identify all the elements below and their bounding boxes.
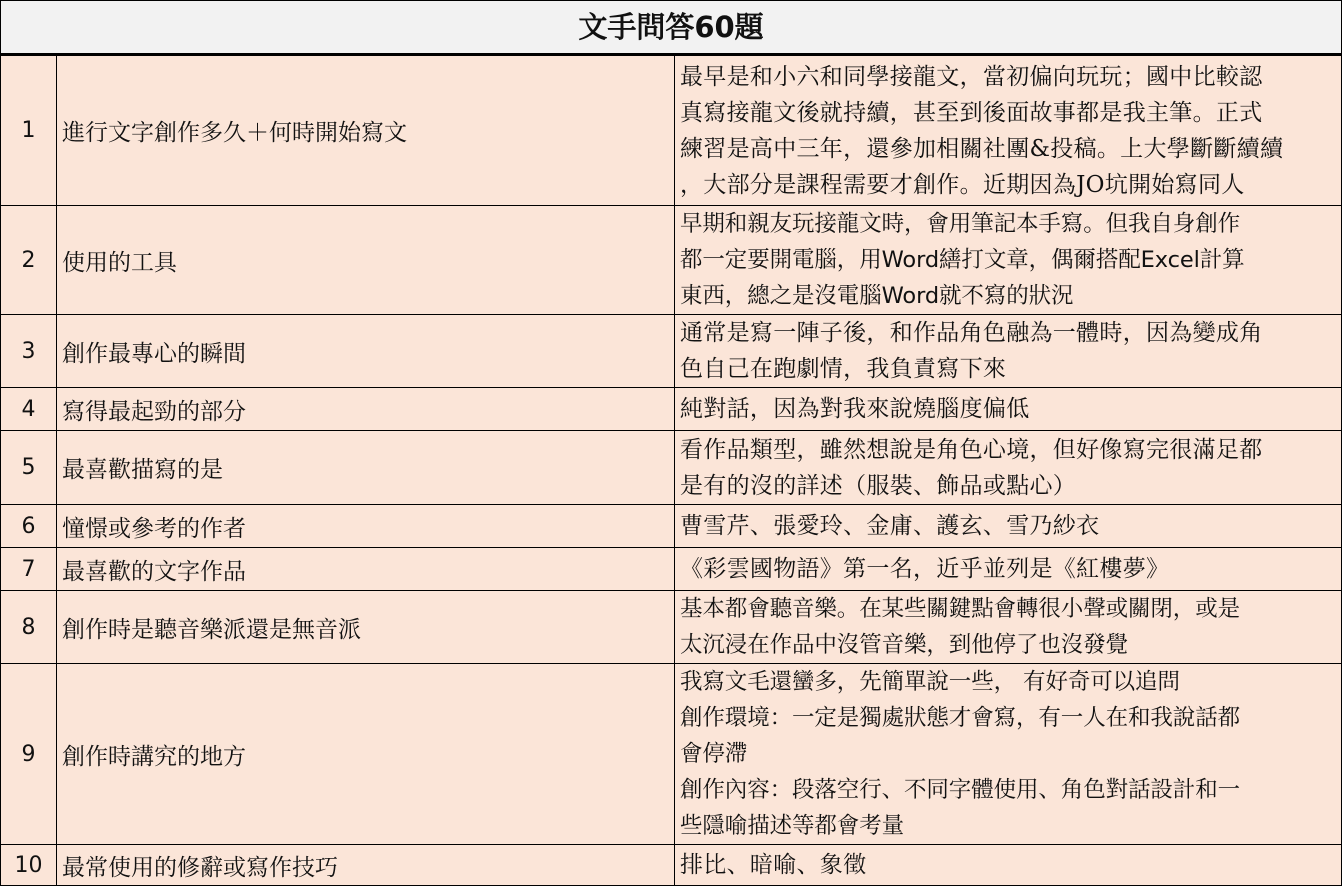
answer-line: 基本都會聽音樂。在某些關鍵點會轉很小聲或關閉，或是 bbox=[680, 596, 1241, 622]
question-number-cell[interactable]: 5 bbox=[1, 431, 57, 505]
question-cell[interactable]: 寫得最起勁的部分 bbox=[57, 388, 675, 431]
table-row bbox=[1, 388, 1342, 431]
answer-line: 創作環境：一定是獨處狀態才會寫，有一人在和我說話都 bbox=[680, 705, 1241, 731]
answer-cell[interactable] bbox=[675, 505, 1342, 548]
question-number-cell[interactable]: 2 bbox=[1, 206, 57, 315]
qa-table bbox=[0, 55, 1342, 886]
answer-line: 都一定要開電腦，用Word繕打文章，偶爾搭配Excel計算 bbox=[680, 247, 1245, 273]
table-row bbox=[1, 431, 1342, 505]
answer-line: 我寫文毛還蠻多，先簡單說一些， 有好奇可以追問 bbox=[680, 669, 1180, 695]
table-row bbox=[1, 845, 1342, 886]
answer-line: 曹雪芹、張愛玲、金庸、護玄、雪乃紗衣 bbox=[680, 513, 1100, 539]
answer-cell[interactable] bbox=[675, 315, 1342, 388]
question-number-cell[interactable]: 8 bbox=[1, 591, 57, 664]
question-number-cell[interactable]: 9 bbox=[1, 664, 57, 845]
answer-cell[interactable] bbox=[675, 845, 1342, 886]
question-cell[interactable]: 進行文字創作多久＋何時開始寫文 bbox=[57, 56, 675, 206]
question-number-cell[interactable]: 10 bbox=[1, 845, 57, 886]
table-row bbox=[1, 56, 1342, 206]
answer-line: 排比、暗喻、象徵 bbox=[680, 852, 867, 878]
answer-cell[interactable] bbox=[675, 664, 1342, 845]
table-row bbox=[1, 206, 1342, 315]
answer-line: 真寫接龍文後就持續，甚至到後面故事都是我主筆。正式 bbox=[680, 99, 1263, 126]
answer-cell[interactable] bbox=[675, 431, 1342, 505]
question-cell[interactable]: 創作最專心的瞬間 bbox=[57, 315, 675, 388]
question-cell[interactable]: 最喜歡的文字作品 bbox=[57, 548, 675, 591]
question-cell[interactable]: 憧憬或參考的作者 bbox=[57, 505, 675, 548]
answer-line: 東西，總之是沒電腦Word就不寫的狀況 bbox=[680, 283, 1074, 309]
question-cell[interactable]: 創作時是聽音樂派還是無音派 bbox=[57, 591, 675, 664]
answer-line: 太沉浸在作品中沒管音樂，到他停了也沒發覺 bbox=[680, 632, 1129, 658]
question-number-cell[interactable]: 4 bbox=[1, 388, 57, 431]
answer-line: 創作內容：段落空行、不同字體使用、角色對話設計和一 bbox=[680, 777, 1241, 803]
question-cell[interactable]: 創作時講究的地方 bbox=[57, 664, 675, 845]
answer-line: 看作品類型，雖然想說是角色心境，但好像寫完很滿足都 bbox=[680, 436, 1263, 463]
question-number-cell[interactable]: 6 bbox=[1, 505, 57, 548]
question-number-cell[interactable]: 7 bbox=[1, 548, 57, 591]
answer-cell[interactable] bbox=[675, 388, 1342, 431]
answer-cell[interactable] bbox=[675, 591, 1342, 664]
question-number-cell[interactable]: 1 bbox=[1, 56, 57, 206]
answer-line: 最早是和小六和同學接龍文，當初偏向玩玩；國中比較認 bbox=[680, 63, 1263, 90]
answer-cell[interactable] bbox=[675, 206, 1342, 315]
question-cell[interactable]: 最喜歡描寫的是 bbox=[57, 431, 675, 505]
answer-line: 通常是寫一陣子後，和作品角色融為一體時，因為變成角 bbox=[680, 320, 1263, 346]
answer-line: 會停滯 bbox=[680, 741, 748, 767]
answer-line: 純對話，因為對我來說燒腦度偏低 bbox=[680, 396, 1030, 422]
answer-line: ，大部分是課程需要才創作。近期因為JO坑開始寫同人 bbox=[680, 171, 1245, 198]
answer-line: 些隱喻描述等都會考量 bbox=[680, 813, 905, 839]
question-cell[interactable]: 最常使用的修辭或寫作技巧 bbox=[57, 845, 675, 886]
table-row bbox=[1, 315, 1342, 388]
sheet-title: 文手問答60題 bbox=[0, 0, 1342, 55]
answer-line: 《彩雲國物語》第一名，近乎並列是《紅樓夢》 bbox=[680, 556, 1170, 582]
table-row bbox=[1, 548, 1342, 591]
answer-line: 練習是高中三年，還參加相關社團&投稿。上大學斷斷續續 bbox=[680, 135, 1284, 162]
question-number-cell[interactable]: 3 bbox=[1, 315, 57, 388]
answer-cell[interactable] bbox=[675, 56, 1342, 206]
answer-line: 是有的沒的詳述（服裝、飾品或點心） bbox=[680, 472, 1077, 499]
question-cell[interactable]: 使用的工具 bbox=[57, 206, 675, 315]
answer-line: 早期和親友玩接龍文時，會用筆記本手寫。但我自身創作 bbox=[680, 211, 1241, 237]
answer-cell[interactable] bbox=[675, 548, 1342, 591]
answer-line: 色自己在跑劇情，我負責寫下來 bbox=[680, 356, 1007, 382]
table-row bbox=[1, 591, 1342, 664]
table-row bbox=[1, 505, 1342, 548]
table-row bbox=[1, 664, 1342, 845]
